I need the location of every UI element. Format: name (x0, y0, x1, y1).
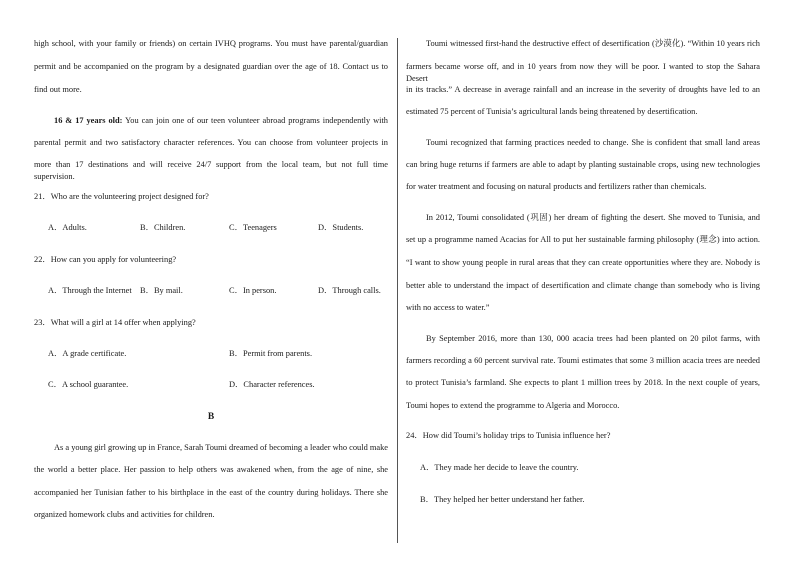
option[interactable]: A．A grade certificate. (48, 349, 127, 358)
option[interactable]: A．Adults. (48, 223, 87, 232)
text-line: in its tracks.” A decrease in average rainfall and an increase in the severity of droughts have led to an (406, 85, 760, 94)
text-line: high school, with your family or friends) on certain IVHQ programs. You must have parental/guardian (34, 39, 388, 48)
option[interactable]: B．They helped her better understand her father. (420, 495, 585, 504)
question-24: 24．How did Toumi’s holiday trips to Tunisia influence her? (406, 431, 611, 440)
question-23: 23．What will a girl at 14 offer when applying? (34, 318, 196, 327)
text-line: set up a programme named Acacias for All to put her sustainable farming philosophy (理念) into action. (406, 235, 760, 244)
text-line: By September 2016, more than 130, 000 acacia trees had been planted on 20 pilot farms, with (426, 334, 760, 343)
text-line: for water treatment and focusing on natural products and fertilizers rather than chemicals. (406, 182, 707, 191)
option[interactable]: B．By mail. (140, 286, 183, 295)
text-line: better able to understand the impact of desertification and climate change than somebody who is living (406, 281, 760, 290)
text-line: parental permit and two satisfactory character references. You can choose from volunteer projects in (34, 138, 388, 147)
text-line: farmers recording a 60 percent survival rate. Toumi estimates that some 3 million acacia trees are needed (406, 356, 760, 365)
text-line: “I want to show young people in rural areas that they can create opportunities where they are. Nobody is (406, 258, 760, 267)
option[interactable]: A．Through the Internet (48, 286, 132, 295)
option[interactable]: D．Students. (318, 223, 364, 232)
section-heading: B (207, 412, 215, 422)
column-divider (397, 38, 398, 543)
text-line: Toumi recognized that farming practices needed to change. She is confident that small land areas (426, 138, 760, 147)
age-label: 16 & 17 years old: (54, 116, 123, 125)
text-line: accompanied her Tunisian father to his birthplace in the east of the country during holidays. There she (34, 488, 388, 497)
text-line: more than 17 destinations and will receive 24/7 support from the local team, but not full time supervision. (34, 160, 388, 181)
text-line: permit and be accompanied on the program by a designated guardian over the age of 18. Contact us to (34, 62, 388, 71)
question-21: 21．Who are the volunteering project designed for? (34, 192, 209, 201)
text-line: estimated 75 percent of Tunisia’s agricultural lands being threatened by desertification. (406, 107, 698, 116)
text-line: Toumi witnessed first-hand the destructive effect of desertification (沙漠化). “Within 10 years rich (426, 39, 760, 48)
option[interactable]: D．Character references. (229, 380, 315, 389)
question-22: 22．How can you apply for volunteering? (34, 255, 177, 264)
option[interactable]: C．Teenagers (229, 223, 277, 232)
text-line: to protect Tunisia’s farmland. She expects to plant 1 million trees by 2018. In the next couple of years, (406, 378, 760, 387)
text-line: can bring huge returns if farmers are able to adapt by planting sustainable crops, using new technologies (406, 160, 760, 169)
text-line: with no access to water.” (406, 303, 490, 312)
text-line: the world a better place. Her passion to help others was awakened when, from the age of nine, she (34, 465, 388, 474)
text-line: Toumi hopes to extend the programme to Algeria and Morocco. (406, 401, 620, 410)
text-line: 16 & 17 years old: You can join one of our teen volunteer abroad programs independently with (54, 116, 388, 125)
text-line: farmers became worse off, and in 10 years from now they will be poor. I wanted to stop the Sahara Desert (406, 62, 760, 83)
option[interactable]: C．A school guarantee. (48, 380, 129, 389)
text-line: organized homework clubs and activities for children. (34, 510, 215, 519)
option[interactable]: A．They made her decide to leave the country. (420, 463, 579, 472)
text-line: As a young girl growing up in France, Sarah Toumi dreamed of becoming a leader who could make (54, 443, 388, 452)
text-line: find out more. (34, 85, 82, 94)
text-line: In 2012, Toumi consolidated (巩固) her dream of fighting the desert. She moved to Tunisia, and (426, 213, 760, 222)
option[interactable]: C．In person. (229, 286, 277, 295)
option[interactable]: D．Through calls. (318, 286, 381, 295)
option[interactable]: B．Permit from parents. (229, 349, 313, 358)
option[interactable]: B．Children. (140, 223, 186, 232)
